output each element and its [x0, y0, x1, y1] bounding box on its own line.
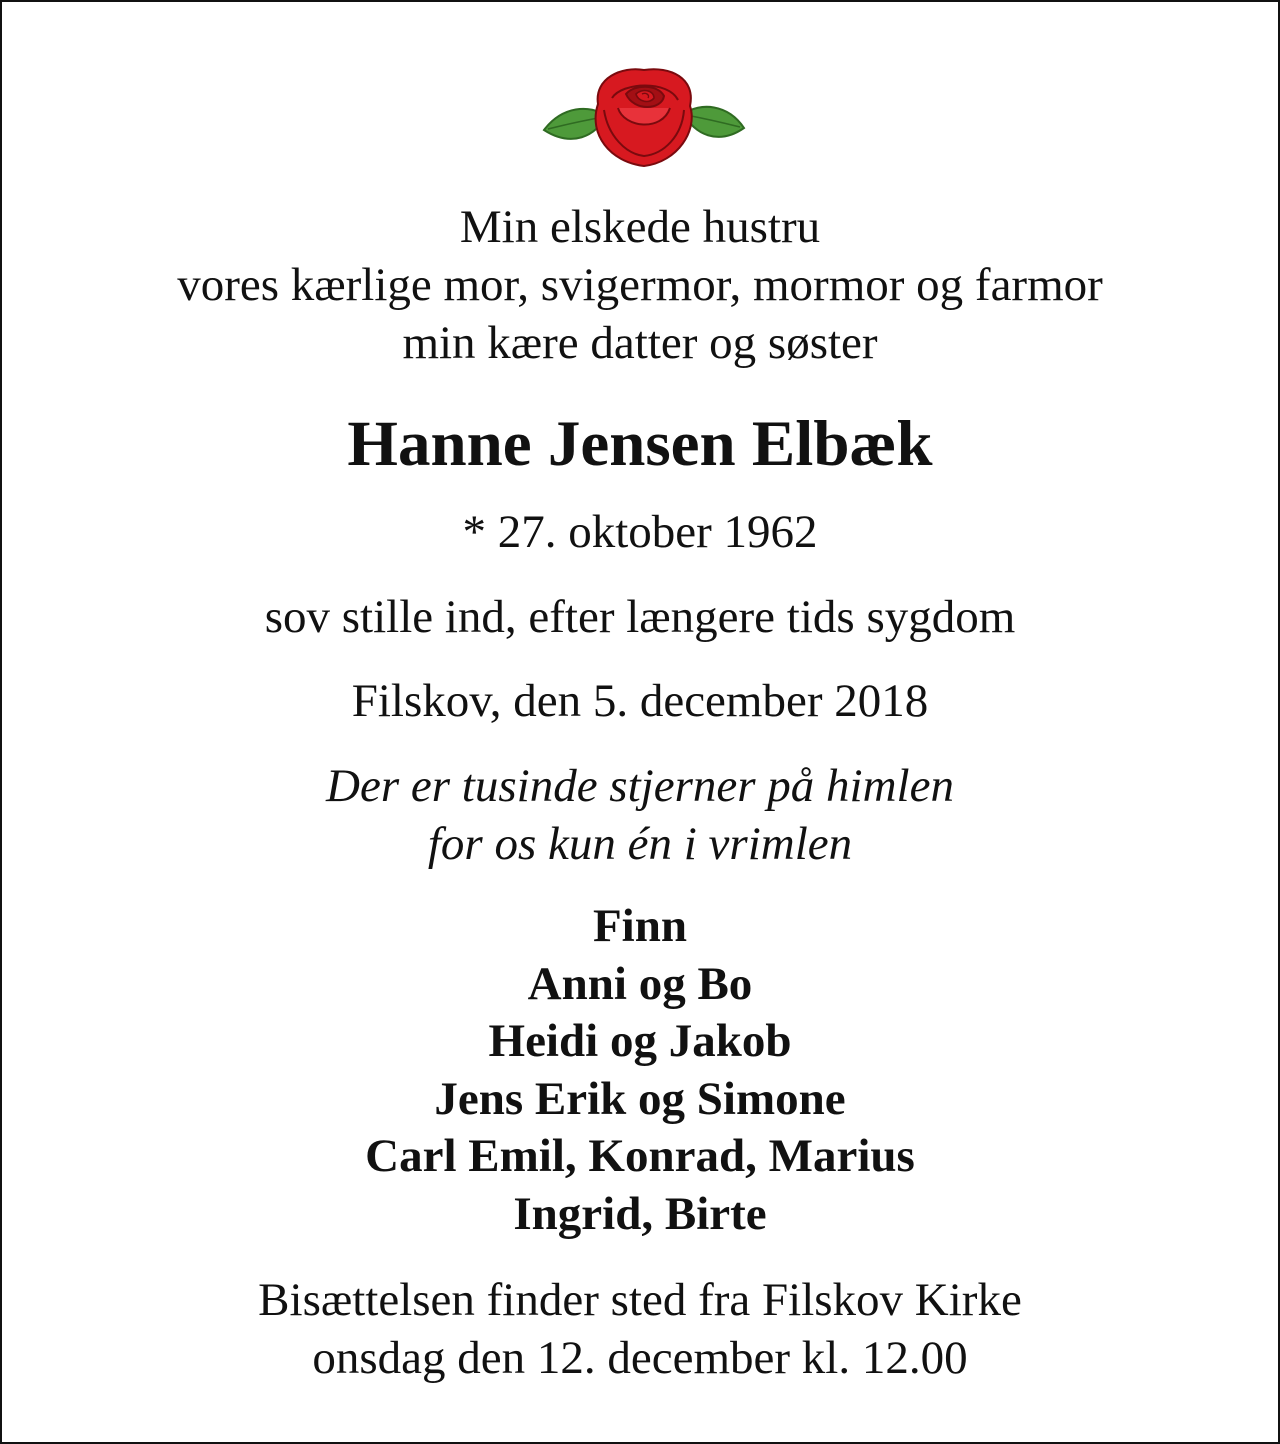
red-rose-icon — [538, 64, 750, 170]
family-signatures — [2, 898, 1278, 1244]
service-line: Bisættelsen finder sted fra Filskov Kirke — [258, 1274, 1022, 1326]
family-line: Heidi og Jakob — [488, 1015, 792, 1068]
deceased-name: Hanne Jensen Elbæk — [347, 408, 933, 480]
intro-line: vores kærlige mor, svigermor, mormor og farmor — [177, 259, 1103, 311]
family-line: Ingrid, Birte — [513, 1187, 767, 1240]
funeral-service-info — [2, 1271, 1278, 1387]
intro-line: Min elskede hustru — [459, 201, 821, 253]
birth-date: * 27. oktober 1962 — [462, 506, 818, 558]
intro-line: min kære datter og søster — [402, 317, 878, 369]
verse-line: Der er tusinde stjerner på himlen — [326, 760, 954, 812]
place-and-date: Filskov, den 5. december 2018 — [351, 675, 929, 727]
verse-line: for os kun én i vrimlen — [427, 818, 853, 870]
service-line: onsdag den 12. december kl. 12.00 — [312, 1332, 968, 1384]
family-line: Carl Emil, Konrad, Marius — [365, 1130, 915, 1183]
passing-statement: sov stille ind, efter længere tids sygdom — [264, 591, 1016, 643]
family-line: Anni og Bo — [527, 957, 753, 1010]
family-line: Finn — [592, 900, 688, 952]
family-line: Jens Erik og Simone — [434, 1072, 846, 1125]
intro-dedication — [2, 198, 1278, 372]
memorial-verse — [2, 757, 1278, 873]
